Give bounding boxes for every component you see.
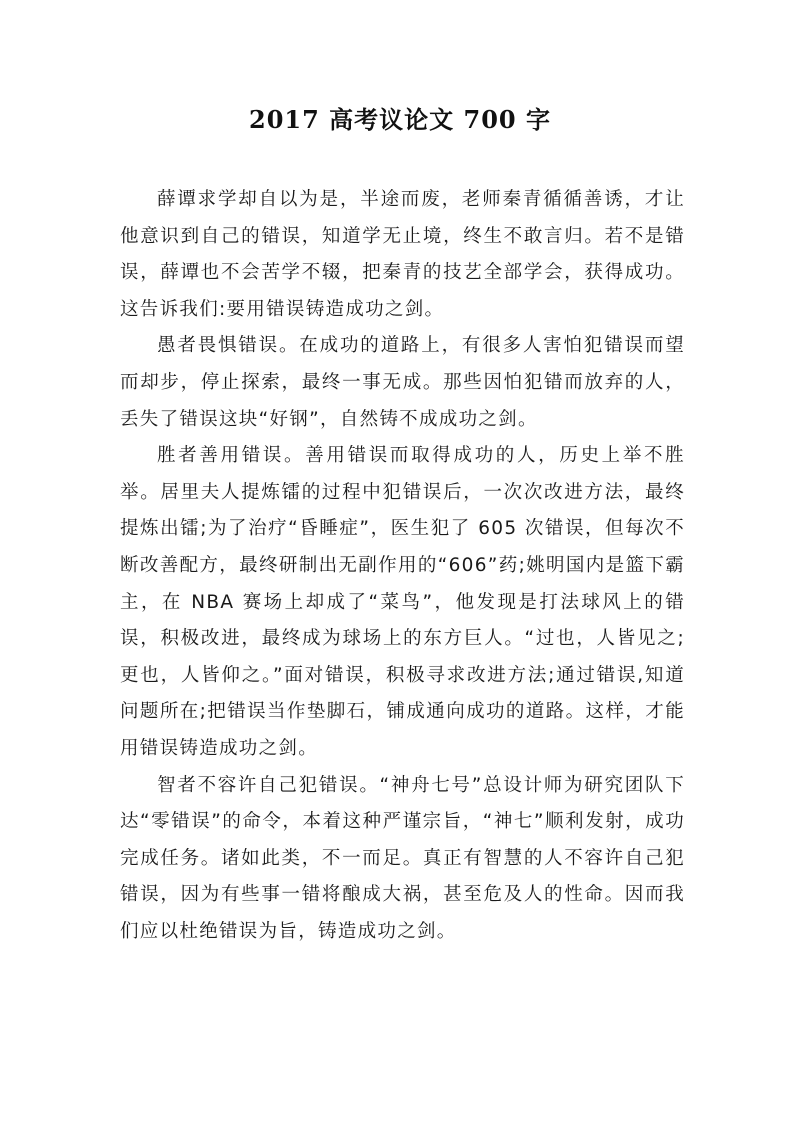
body-paragraph: 智者不容许自己犯错误。“神舟七号”总设计师为研究团队下达“零错误”的命令，本着这种严谨宗旨，“神七”顺利发射，成功完成任务。诸如此类，不一而足。真正有智慧的人不容许自己犯错误，因为有些事一错将酿成大祸，甚至危及人的性命。因而我们应以杜绝错误为旨，铸造成功之剑。 <box>120 774 685 942</box>
body-paragraph: 薛谭求学却自以为是，半途而废，老师秦青循循善诱，才让他意识到自己的错误，知道学无止境，终生不敢言归。若不是错误，薛谭也不会苦学不辍，把秦青的技艺全部学会，获得成功。这告诉我们:要用错误铸造成功之剑。 <box>120 189 685 320</box>
body-paragraph: 胜者善用错误。善用错误而取得成功的人，历史上举不胜举。居里夫人提炼镭的过程中犯错误后，一次次改进方法，最终提炼出镭;为了治疗“昏睡症”，医生犯了 605 次错误，但每次不断改善配方，最终研制出无副作用的“606”药;姚明国内是篮下霸主，在 NBA 赛场上却成了“菜鸟”，他发现是打法球风上的错误，积极改进，最终成为球场上的东方巨人。“过也，人皆见之;更也，人皆仰之。”面对错误，积极寻求改进方法;通过错误,知道问题所在;把错误当作垫脚石，铺成通向成功的道路。这样，才能用错误铸造成功之剑。 <box>120 445 685 759</box>
body-paragraph: 愚者畏惧错误。在成功的道路上，有很多人害怕犯错误而望而却步，停止探索，最终一事无成。那些因怕犯错而放弃的人，丢失了错误这块“好钢”，自然铸不成成功之剑。 <box>120 335 685 430</box>
document-body <box>120 182 685 950</box>
document-title: 2017 高考议论文 700 字 <box>249 105 551 134</box>
